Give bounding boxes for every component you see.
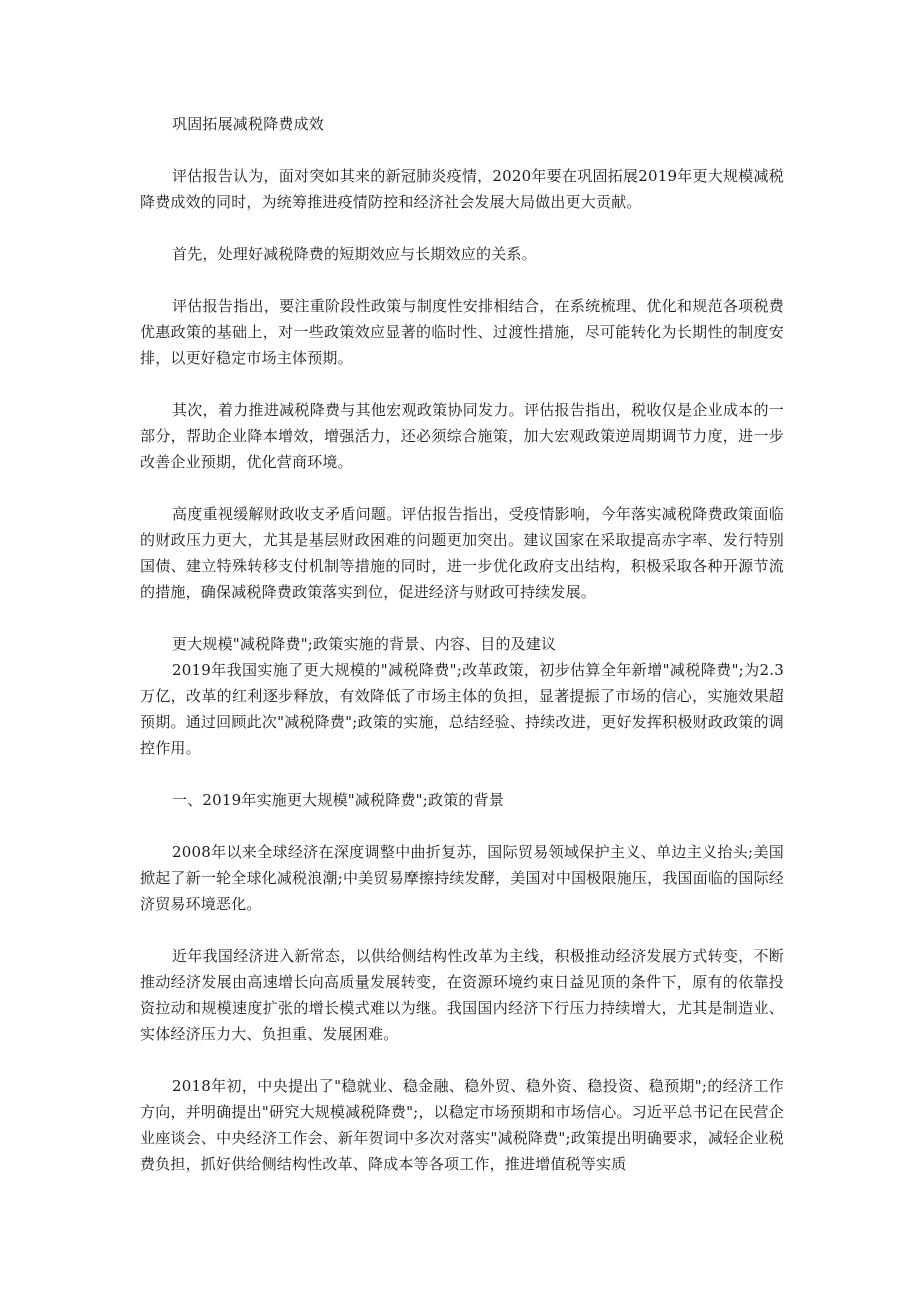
- section-heading-consolidate: 巩固拓展减税降费成效: [172, 115, 325, 133]
- paragraph: 2008年以来全球经济在深度调整中曲折复苏，国际贸易领域保护主义、单边主义抬头;美国掀起了新一轮全球化减税浪潮;中美贸易摩擦持续发酵，美国对中国极限施压，我国面临的国际经济贸易环境恶化。: [140, 843, 784, 913]
- paragraph: 评估报告指出，要注重阶段性政策与制度性安排相结合，在系统梳理、优化和规范各项税费优惠政策的基础上，对一些政策效应显著的临时性、过渡性措施，尽可能转化为长期性的制度安排，以更好稳定市场主体预期。: [140, 297, 784, 367]
- paragraph: 2018年初，中央提出了"稳就业、稳金融、稳外贸、稳外资、稳投资、稳预期";的经济工作方向，并明确提出"研究大规模减税降费";，以稳定市场预期和市场信心。习近平总书记在民营企业座谈会、中央经济工作会、新年贺词中多次对落实"减税降费";政策提出明确要求，减轻企业税费负担，抓好供给侧结构性改革、降成本等各项工作，推进增值税等实质: [140, 1077, 784, 1173]
- paragraph: 2019年我国实施了更大规模的"减税降费";改革政策，初步估算全年新增"减税降费";为2.3万亿，改革的红利逐步释放，有效降低了市场主体的负担，显著提振了市场的信心，实施效果超预期。通过回顾此次"减税降费";政策的实施，总结经验、持续改进，更好发挥积极财政政策的调控作用。: [140, 661, 784, 757]
- paragraph: 评估报告认为，面对突如其来的新冠肺炎疫情，2020年要在巩固拓展2019年更大规模减税降费成效的同时，为统筹推进疫情防控和经济社会发展大局做出更大贡献。: [140, 167, 784, 211]
- document-body: [140, 111, 784, 1177]
- section-heading-background: 一、2019年实施更大规模"减税降费";政策的背景: [172, 791, 505, 809]
- paragraph: 近年我国经济进入新常态，以供给侧结构性改革为主线，积极推动经济发展方式转变，不断推动经济发展由高速增长向高质量发展转变，在资源环境约束日益见顶的条件下，原有的依靠投资拉动和规模速度扩张的增长模式难以为继。我国国内经济下行压力持续增大，尤其是制造业、实体经济压力大、负担重、发展困难。: [140, 947, 784, 1043]
- paragraph: 首先，处理好减税降费的短期效应与长期效应的关系。: [172, 245, 537, 263]
- paragraph: 其次，着力推进减税降费与其他宏观政策协同发力。评估报告指出，税收仅是企业成本的一部分，帮助企业降本增效，增强活力，还必须综合施策，加大宏观政策逆周期调节力度，进一步改善企业预期，优化营商环境。: [140, 401, 784, 471]
- paragraph: 高度重视缓解财政收支矛盾问题。评估报告指出，受疫情影响，今年落实减税降费政策面临的财政压力更大，尤其是基层财政困难的问题更加突出。建议国家在采取提高赤字率、发行特别国债、建立特殊转移支付机制等措施的同时，进一步优化政府支出结构，积极采取各种开源节流的措施，确保减税降费政策落实到位，促进经济与财政可持续发展。: [140, 505, 784, 601]
- section-heading-policy: 更大规模"减税降费";政策实施的背景、内容、目的及建议: [172, 635, 557, 653]
